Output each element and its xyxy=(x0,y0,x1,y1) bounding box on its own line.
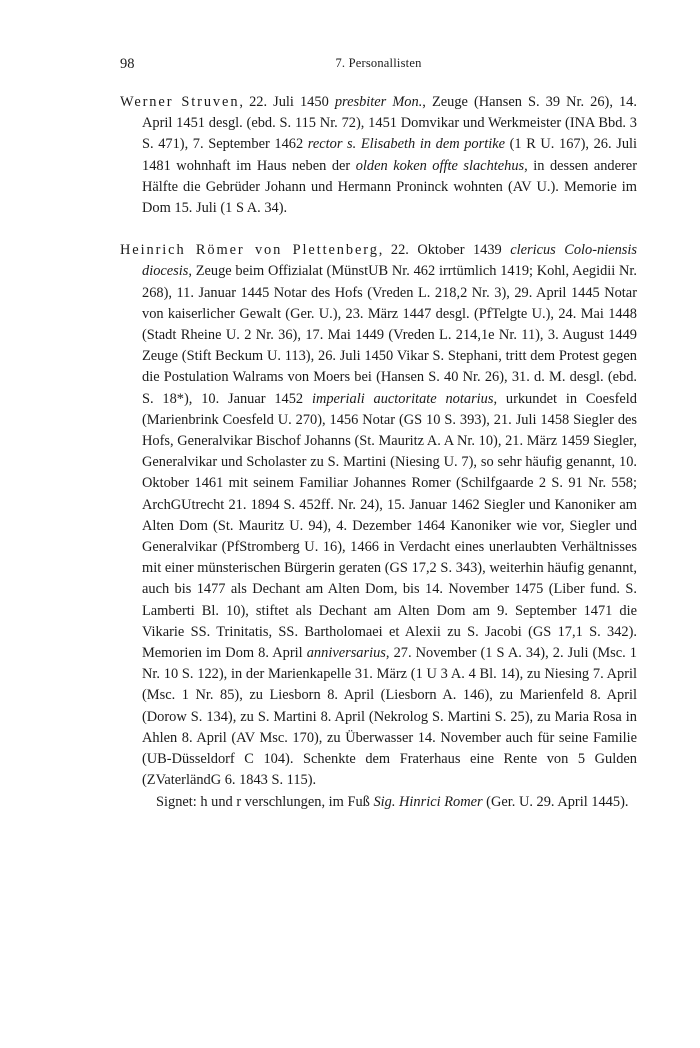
entry-name: Werner Struven xyxy=(120,94,240,110)
entry-text: , 22. Juli 1450 presbiter Mon., Zeuge (Hansen S. 39 Nr. 26), 14. April 1451 desgl. (ebd. S. 115 Nr. 72), 1451 Domvikar und Werkmeister (INA Bbd. 3 S. 471), 7. September 1462 rector s. Elisabeth in dem portike (1 R U. 167), 26. Juli 1481 wohnhaft im Haus neben der olden koken offte slachtehus, in dessen anderer Hälfte die Gebrüder Johann und Hermann Proninck wohnten (AV U.). Memorie im Dom 15. Juli (1 S A. 34). xyxy=(142,94,638,217)
italic-term: imperiali auctoritate notarius xyxy=(311,390,494,407)
entry-text: , 22. Oktober 1439 clericus Colo-niensis diocesis, Zeuge beim Offizialat (MünstUB Nr. 462 irrtümlich 1419; Kohl, Aegidii Nr. 268), 11. Januar 1445 Notar des Hofs (Vreden L. 218,2 Nr. 3), 29. April 1445 Notar von kaiserlicher Gewalt (Ger. U.), 23. März 1447 desgl. (PfTelgte U.), 24. Mai 1448 (Stadt Rheine U. 2 Nr. 36), 17. Mai 1449 (Vreden L. 214,1e Nr. 11), 3. August 1449 Zeuge (Stift Beckum U. 113), 26. Juli 1450 Vikar S. Stephani, tritt dem Protest gegen die Postulation Walrams von Moers bei (Hansen S. 40 Nr. 26), 31. d. M. desgl. (ebd. S. 18*), 10. Januar 1452 imperiali auctoritate notarius, urkundet in Coesfeld (Marienbrink Coesfeld U. 270), 1456 Notar (GS 10 S. 393), 21. Juli 1458 Siegler des Hofs, Generalvikar Bischof Johanns (St. Mauritz A. A Nr. 10), 21. März 1459 Siegler, Generalvikar und Scholaster zu S. Martini (Niesing U. 7), so sehr häufig genannt, 10. Oktober 1461 mit seinem Familiar Johannes Romer (Schilfgaarde 2 S. 91 Nr. 558; ArchGUtrecht 21. 1894 S. 452ff. Nr. 24), 15. Januar 1462 Siegler und Kanoniker am Alten Dom (St. Mauritz U. 94), 4. Dezember 1464 Kanoniker wie vor, Siegler und Generalvikar (PfStromberg U. 16), 1466 in Verdacht eines unerlaubten Verhältnisses mit einer münsterischen Bürgerin geraten (GS 17,2 S. 343), weiterhin häufig genannt, auch bis 1477 als Dechant am Alten Dom, bis 14. November 1475 (Liber fund. S. Lamberti Bl. 10), stiftet als Dechant am Alten Dom am 9. September 1471 die Vikarie SS. Trinitatis, SS. Bartholomaei et Alexii zu S. Jacobi (GS 17,1 S. 342). Memorien im Dom 8. April anniversarius, 27. November (1 S A. 34), 2. Juli (Msc. 1 Nr. 10 S. 122), in der Marienkapelle 31. März (1 U 3 A. 4 Bl. 14), zu Niesing 7. April (Msc. 1 Nr. 85), zu Liesborn 8. April (Liesborn A. 146), zu Marienfeld 8. April (Dorow S. 134), zu S. Martini 8. April (Nekrolog S. Martini S. 25), zu Maria Rosa in Ahlen 8. April (AV Msc. 170), zu Überwasser 14. November auch für seine Familie (UB-Düsseldorf C 104). Schenkte dem Fraterhaus eine Rente von 5 Gulden (ZVaterländG 6. 1843 S. 115). xyxy=(142,242,637,789)
page-number: 98 xyxy=(120,56,135,72)
entry-signet-note: Signet: h und r verschlungen, im Fuß Sig. Hinrici Romer (Ger. U. 29. April 1445). xyxy=(156,793,629,810)
entry-name: Heinrich Römer von Plettenberg xyxy=(120,242,379,259)
page-header xyxy=(120,56,637,76)
running-head: 7. Personallisten xyxy=(335,56,422,70)
italic-term: olden koken offte slachtehus xyxy=(355,157,525,174)
body-text xyxy=(120,92,637,813)
italic-term: presbiter Mon. xyxy=(334,94,423,110)
entry-werner-struven xyxy=(120,92,637,219)
italic-term: Sig. Hinrici Romer xyxy=(373,793,483,810)
italic-term: clericus Colo-niensis diocesis xyxy=(142,242,637,280)
entry-heinrich-roemer xyxy=(120,240,637,812)
italic-term: anniversarius xyxy=(306,645,386,662)
italic-term: rector s. Elisabeth in dem portike xyxy=(307,136,505,153)
